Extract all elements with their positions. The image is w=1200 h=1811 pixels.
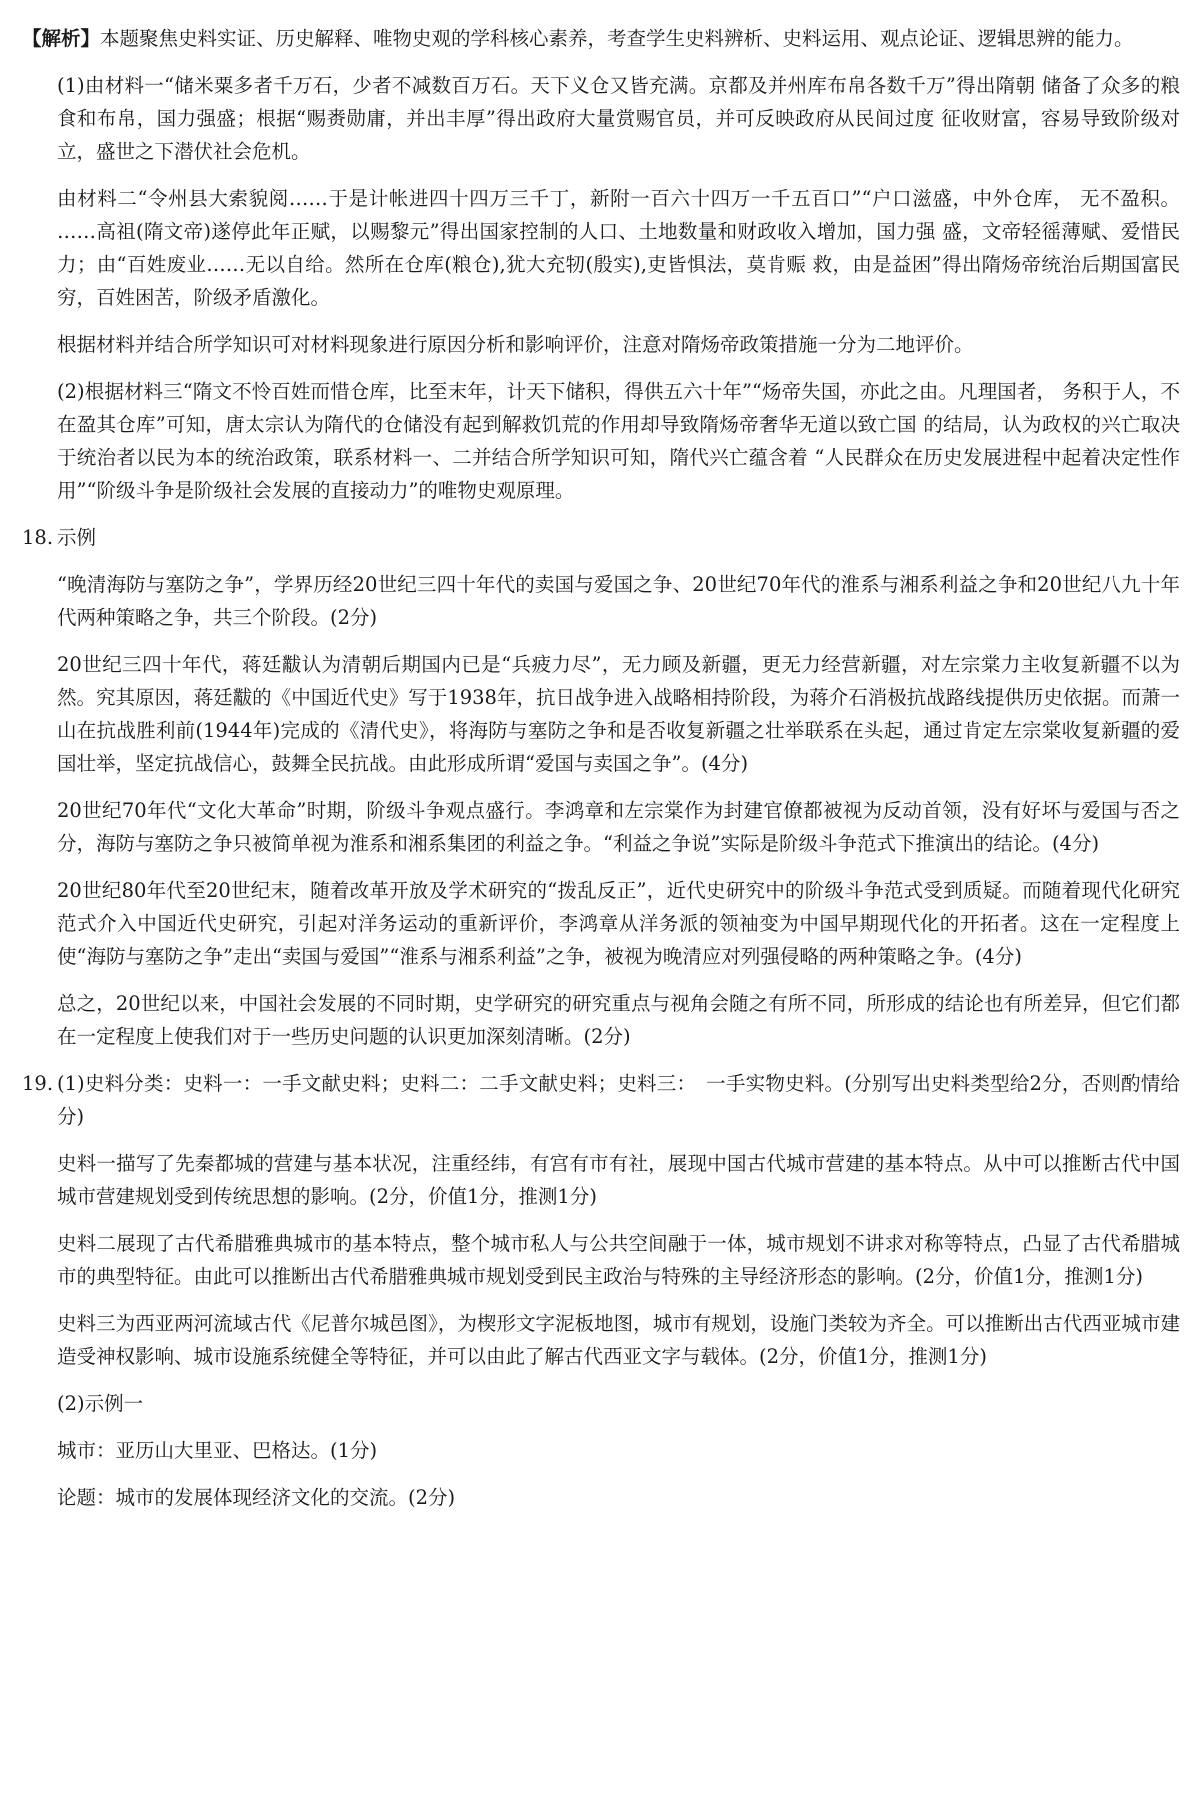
question-19-part-1 [22,1067,1180,1133]
analysis-paragraph-2: 由材料二“令州县大索貌阅……于是计帐进四十四万三千丁，新附一百六十四万一千五百口”“户口滋盛，中外仓库， 无不盈积。 ……高祖(隋文帝)遂停此年正赋，以赐黎元”得出国家控制的人口、土地数量和财政收入增加，国力强 盛，文帝轻徭薄赋、爱惜民力；由“百姓废业……无以自给。然所在仓库(粮仓),犹大充牣(殷实),吏皆惧法，莫肯赈 救，由是益困”得出隋炀帝统治后期国富民穷，百姓困苦，阶级矛盾激化。 [57,187,1180,309]
question-19-paragraph-3: 史料二展现了古代希腊雅典城市的基本特点，整个城市私人与公共空间融于一体，城市规划不讲求对称等特点，凸显了古代希腊城市的典型特征。由此可以推断出古代希腊雅典城市规划受到民主政治与特殊的主导经济形态的影响。(2分，价值1分，推测1分) [57,1232,1180,1288]
question-18-paragraph-2: 20世纪三四十年代，蒋廷黻认为清朝后期国内已是“兵疲力尽”，无力顾及新疆，更无力经营新疆，对左宗棠力主收复新疆不以为然。究其原因，蒋廷黻的《中国近代史》写于1938年，抗日战争进入战略相持阶段，为蒋介石消极抗战路线提供历史依据。而萧一山在抗战胜利前(1944年)完成的《清代史》，将海防与塞防之争和是否收复新疆之壮举联系在头起，通过肯定左宗棠收复新疆的爱国壮举，坚定抗战信心，鼓舞全民抗战。由此形成所谓“爱国与卖国之争”。(4分) [57,653,1180,775]
answer-document [22,22,1180,1528]
question-19-paragraph-5: (2)示例一 [57,1392,144,1415]
question-18-paragraph-3: 20世纪70年代“文化大革命”时期，阶级斗争观点盛行。李鸿章和左宗棠作为封建官僚都被视为反动首领，没有好坏与爱国与否之分，海防与塞防之争只被简单视为淮系和湘系集团的利益之争。“利益之争说”实际是阶级斗争范式下推演出的结论。(4分) [57,799,1180,855]
question-19-paragraph-1: (1)史料分类：史料一：一手文献史料；史料二：二手文献史料；史料三： 一手实物史料。(分别写出史料类型给2分，否则酌情给分) [57,1072,1180,1128]
analysis-paragraph-4: (2)根据材料三“隋文不怜百姓而惜仓库，比至末年，计天下储积，得供五六十年”“炀帝失国，亦此之由。凡理国者， 务积于人，不在盈其仓库”可知，唐太宗认为隋代的仓储没有起到解救饥荒的作用却导致隋炀帝奢华无道以致亡国 的结局，认为政权的兴亡取决于统治者以民为本的统治政策，联系材料一、二并结合所学知识可知，隋代兴亡蕴含着 “人民群众在历史发展进程中起着决定性作用”“阶级斗争是阶级社会发展的直接动力”的唯物史观原理。 [57,380,1180,502]
question-18-heading-text: 示例 [57,526,97,549]
question-18-paragraph-5: 总之，20世纪以来，中国社会发展的不同时期，史学研究的研究重点与视角会随之有所不同，所形成的结论也有所差异，但它们都在一定程度上使我们对于一些历史问题的认识更加深刻清晰。(2分) [57,992,1180,1048]
analysis-intro [22,22,1180,55]
question-18-paragraph-4: 20世纪80年代至20世纪末，随着改革开放及学术研究的“拨乱反正”，近代史研究中的阶级斗争范式受到质疑。而随着现代化研究范式介入中国近代史研究，引起对洋务运动的重新评价，李鸿章从洋务派的领袖变为中国早期现代化的开拓者。这在一定程度上使“海防与塞防之争”走出“卖国与爱国”“淮系与湘系利益”之争，被视为晚清应对列强侵略的两种策略之争。(4分) [57,879,1180,968]
question-19-number: 19. [22,1072,54,1095]
analysis-paragraph-3: 根据材料并结合所学知识可对材料现象进行原因分析和影响评价，注意对隋炀帝政策措施一分为二地评价。 [57,333,974,356]
analysis-intro-text: 本题聚焦史料实证、历史解释、唯物史观的学科核心素养，考查学生史料辨析、史料运用、观点论证、逻辑思辨的能力。 [100,27,1134,50]
question-18-heading [22,521,1180,554]
analysis-paragraph-1: (1)由材料一“储米粟多者千万石，少者不减数百万石。天下义仓又皆充满。京都及并州库布帛各数千万”得出隋朝 储备了众多的粮食和布帛，国力强盛；根据“赐赉勋庸，并出丰厚”得出政府大量赏赐官员，并可反映政府从民间过度 征收财富，容易导致阶级对立，盛世之下潜伏社会危机。 [57,74,1180,163]
question-19-paragraph-7: 论题：城市的发展体现经济文化的交流。(2分) [57,1486,456,1509]
question-18-number: 18. [22,526,54,549]
question-19-paragraph-4: 史料三为西亚两河流域古代《尼普尔城邑图》，为楔形文字泥板地图，城市有规划，设施门类较为齐全。可以推断出古代西亚城市建造受神权影响、城市设施系统健全等特征，并可以由此了解古代西亚文字与载体。(2分，价值1分，推测1分) [57,1312,1180,1368]
analysis-tag: 【解析】 [22,27,101,50]
question-19-paragraph-2: 史料一描写了先秦都城的营建与基本状况，注重经纬，有宫有市有社，展现中国古代城市营建的基本特点。从中可以推断古代中国城市营建规划受到传统思想的影响。(2分，价值1分，推测1分) [57,1152,1180,1208]
question-18-paragraph-1: “晚清海防与塞防之争”，学界历经20世纪三四十年代的卖国与爱国之争、20世纪70年代的淮系与湘系利益之争和20世纪八九十年代两种策略之争，共三个阶段。(2分) [57,573,1180,629]
question-19-paragraph-6: 城市：亚历山大里亚、巴格达。(1分) [57,1439,378,1462]
